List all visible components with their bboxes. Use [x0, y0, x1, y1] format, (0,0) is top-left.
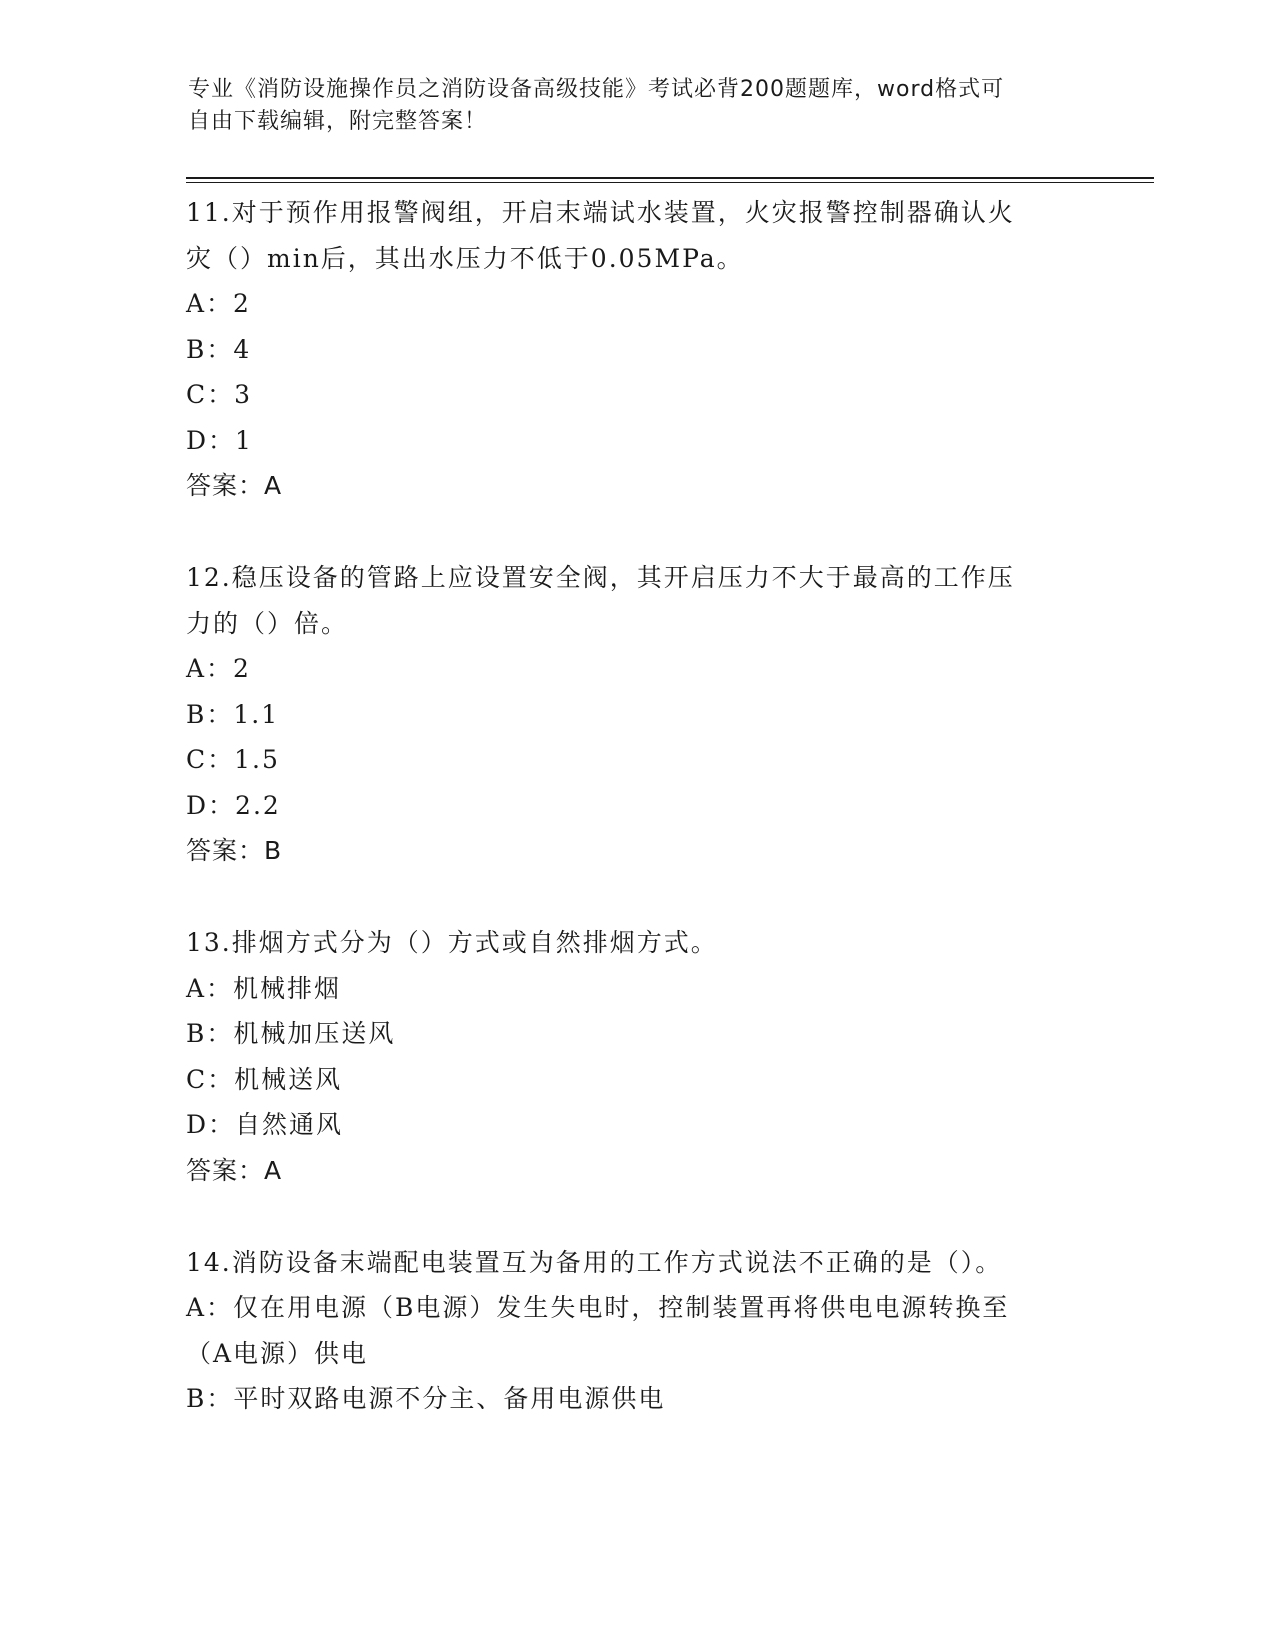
question-option-line: （A电源）供电	[186, 1338, 369, 1368]
question-block	[186, 190, 1086, 508]
header-line-2: 自由下载编辑，附完整答案！	[188, 109, 488, 134]
question-stem-line: 12.稳压设备的管路上应设置安全阀，其开启压力不大于最高的工作压	[186, 563, 1015, 592]
question-option-line: B：1.1	[186, 699, 280, 729]
question-option-line: A：机械排烟	[186, 973, 342, 1003]
question-option-line: B：4	[186, 334, 252, 364]
question-stem-line: 11.对于预作用报警阀组，开启末端试水装置，火灾报警控制器确认火	[186, 198, 1015, 227]
question-list	[186, 190, 1086, 1422]
header-divider-thin	[186, 182, 1154, 183]
question-option-line: C：3	[186, 380, 253, 409]
question-stem-line: 14.消防设备末端配电装置互为备用的工作方式说法不正确的是（）。	[186, 1247, 1003, 1277]
question-spacer	[186, 508, 1086, 555]
question-stem-line: 力的（）倍。	[186, 608, 349, 638]
question-option-line: A：仅在用电源（B电源）发生失电时，控制装置再将供电电源转换至	[186, 1293, 1010, 1322]
question-option-line: D：2.2	[186, 790, 281, 820]
question-option-line: D：1	[186, 425, 253, 455]
question-spacer	[186, 1193, 1086, 1240]
header-line-1: 专业《消防设施操作员之消防设备高级技能》考试必背200题题库，word格式可	[188, 77, 1005, 102]
question-spacer	[186, 873, 1086, 920]
page-header	[188, 74, 1068, 138]
question-answer: 答案：B	[186, 836, 283, 865]
question-option-line: B：平时双路电源不分主、备用电源供电	[186, 1384, 666, 1413]
question-option-line: A：2	[186, 654, 251, 683]
question-stem-line: 13.排烟方式分为（）方式或自然排烟方式。	[186, 928, 718, 957]
question-option-line: C：1.5	[186, 745, 280, 774]
header-divider-thick	[186, 177, 1154, 179]
question-answer: 答案：A	[186, 471, 283, 500]
question-option-line: B：机械加压送风	[186, 1019, 396, 1048]
question-block	[186, 920, 1086, 1193]
question-answer: 答案：A	[186, 1155, 283, 1185]
question-block	[186, 1240, 1086, 1422]
question-stem-line: 灾（）min后，其出水压力不低于0.05MPa。	[186, 243, 744, 273]
question-option-line: D：自然通风	[186, 1110, 344, 1139]
question-option-line: C：机械送风	[186, 1064, 343, 1094]
question-block	[186, 555, 1086, 873]
question-option-line: A：2	[186, 289, 251, 318]
